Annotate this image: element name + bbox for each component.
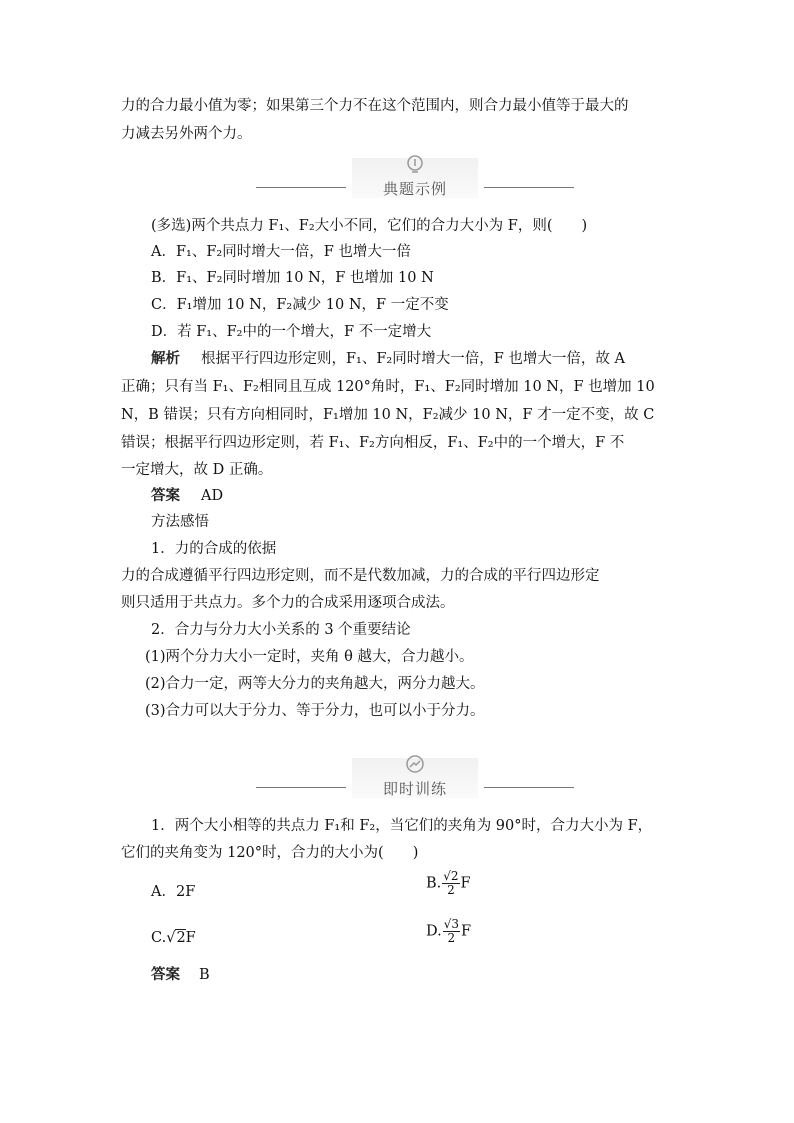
method-title: 方法感悟 [151, 514, 209, 530]
example-question: (多选)两个共点力 F₁、F₂大小不同，它们的合力大小为 F，则( ) [151, 218, 588, 234]
method-point1-line1: 力的合成遵循平行四边形定则，而不是代数加减，力的合成的平行四边形定 [121, 568, 600, 584]
exercise-option-d [426, 918, 471, 945]
conclusion-2: (2)合力一定，两等大分力的夹角越大，两分力越大。 [145, 676, 485, 692]
analysis-line-5: 一定增大，故 D 正确。 [121, 462, 273, 478]
option-b-prefix: B. [426, 875, 442, 892]
option-b-suffix: F [460, 875, 471, 892]
analysis-label: 解析 [151, 350, 180, 367]
pen-icon [402, 754, 428, 776]
option-c-root: 2 [176, 930, 186, 946]
exercise-question-line1: 1．两个大小相等的共点力 F₁和 F₂，当它们的夹角为 90°时，合力大小为 F， [151, 818, 653, 834]
option-b-numerator: √2 [443, 869, 459, 883]
answer-value: AD [201, 488, 224, 504]
conclusion-3: (3)合力可以大于分力、等于分力，也可以小于分力。 [145, 703, 485, 719]
banner-title: 即时训练 [382, 780, 447, 798]
intro-line-2: 力减去另外两个力。 [121, 126, 252, 142]
exercise-answer-value: B [199, 967, 210, 983]
example-option-a: A．F₁、F₂同时增大一倍，F 也增大一倍 [151, 244, 411, 260]
section-banner-example [256, 158, 574, 198]
conclusion-1: (1)两个分力大小一定时，夹角 θ 越大，合力越小。 [145, 649, 474, 665]
exercise-option-c: C.√2F [151, 930, 196, 946]
option-c-suffix: F [185, 930, 196, 946]
method-point1-title: 1．力的合成的依据 [151, 541, 277, 557]
exercise-option-b [426, 870, 471, 897]
method-point1-line2: 则只适用于共点力。多个力的合成采用逐项合成法。 [121, 595, 455, 611]
section-banner-exercise [256, 758, 574, 798]
exercise-question-line2: 它们的夹角变为 120°时，合力的大小为( ) [121, 845, 419, 861]
exercise-option-a: A．2F [151, 884, 196, 900]
analysis-line-2: 正确；只有当 F₁、F₂相同且互成 120°角时，F₁、F₂同时增加 10 N，F 也增加 10 [121, 379, 655, 395]
method-point2-title: 2．合力与分力大小关系的 3 个重要结论 [151, 622, 411, 638]
answer-label: 答案 [151, 487, 180, 504]
banner-title: 典题示例 [382, 180, 447, 198]
option-d-prefix: D. [426, 923, 442, 940]
option-d-denominator: 2 [447, 931, 456, 945]
analysis-line-3: N，B 错误；只有方向相同时，F₁增加 10 N，F₂减少 10 N，F 才一定不变，故 C [121, 407, 655, 423]
bulb-icon [402, 154, 428, 176]
analysis-line-1: 根据平行四边形定则，F₁、F₂同时增大一倍，F 也增大一倍，故 A [201, 351, 625, 367]
example-option-b: B．F₁、F₂同时增加 10 N，F 也增加 10 N [151, 270, 434, 286]
analysis-line-4: 错误；根据平行四边形定则，若 F₁、F₂方向相反，F₁、F₂中的一个增大，F 不 [121, 435, 625, 451]
example-option-c: C．F₁增加 10 N，F₂减少 10 N，F 一定不变 [151, 297, 449, 313]
intro-line-1: 力的合力最小值为零；如果第三个力不在这个范围内，则合力最小值等于最大的 [121, 98, 629, 114]
example-option-d: D．若 F₁、F₂中的一个增大，F 不一定增大 [151, 324, 432, 340]
option-b-denominator: 2 [447, 883, 455, 897]
option-d-suffix: F [461, 923, 472, 940]
option-c-prefix: C. [151, 930, 167, 946]
exercise-answer-label: 答案 [151, 966, 180, 983]
option-d-numerator: √3 [443, 917, 459, 931]
